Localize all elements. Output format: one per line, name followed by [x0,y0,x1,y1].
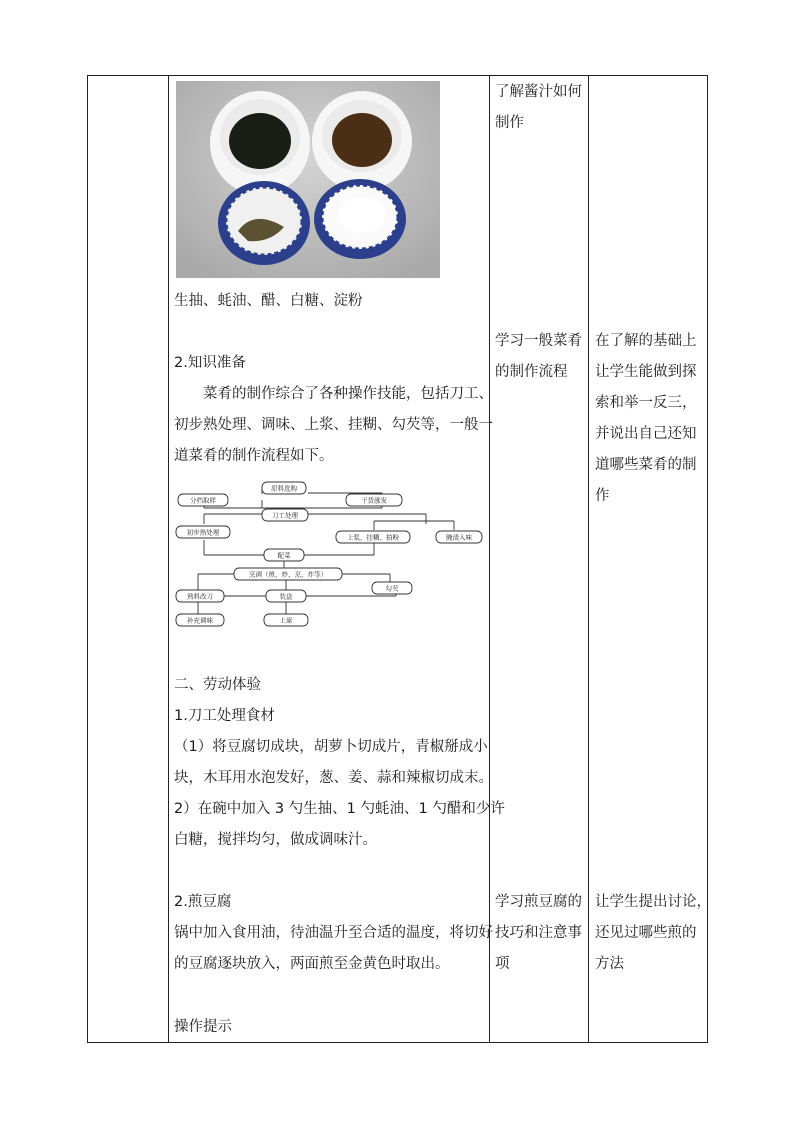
knowledge-paragraph-line: 菜肴的制作综合了各种操作技能，包括刀工、 [174,386,493,402]
table-border-left [87,75,88,1043]
table-border-col3 [588,75,589,1043]
step1-line: 2）在碗中加入 3 勺生抽、1 勺蚝油、1 勺醋和少许 [174,801,505,817]
step1-heading: 1.刀工处理食材 [174,708,275,724]
step2-line: 锅中加入食用油，待油温升至合适的温度，将切好 [174,925,493,941]
discuss-goal-line: 让学生提出讨论， [595,894,711,910]
flow-node-shangxi [264,614,308,626]
knowledge-paragraph-line: 道菜肴的制作流程如下。 [174,448,334,464]
explore-goal-line: 并说出自己还知 [595,426,697,442]
flow-node-shuliao [176,590,224,602]
explore-goal-line: 索和举一反三， [595,395,697,411]
knowledge-heading: 2.知识准备 [174,355,246,371]
flow-node-yanzi [436,531,482,543]
table-top-border [87,75,707,76]
discuss-goal-line: 方法 [595,956,624,972]
svg-text:原料选购: 原料选购 [271,484,297,493]
svg-text:分档取样: 分档取样 [190,496,216,505]
svg-text:上浆、挂糊、拍粉: 上浆、挂糊、拍粉 [347,533,399,542]
table-border-col1 [168,75,169,1043]
flow-node-pengtiao [234,568,342,580]
flow-node-fendang [178,494,228,506]
flow-node-yuanliao [262,482,306,494]
svg-text:配菜: 配菜 [277,551,291,560]
flow-node-ganhuo [346,494,402,506]
svg-text:干货涨发: 干货涨发 [361,496,387,505]
labor-experience-heading: 二、劳动体验 [174,677,261,693]
svg-text:上席: 上席 [279,616,293,625]
explore-goal-line: 道哪些菜肴的制 [595,457,697,473]
svg-text:刀工处理: 刀工处理 [272,511,298,520]
svg-text:装盘: 装盘 [279,592,293,601]
step1-line: （1）将豆腐切成块，胡萝卜切成片，青椒掰成小 [174,739,488,755]
step1-line: 块，木耳用水泡发好，葱、姜、蒜和辣椒切成末。 [174,770,493,786]
flowchart-connectors [198,487,454,614]
fry-goal-line: 项 [495,956,510,972]
flow-goal-line: 的制作流程 [495,364,568,380]
dish-making-flowchart [174,478,490,632]
step2-heading: 2.煎豆腐 [174,894,232,910]
flow-goal-line: 学习一般菜肴 [495,333,582,349]
discuss-goal-line: 还见过哪些煎的 [595,925,697,941]
tips-heading: 操作提示 [174,1019,232,1035]
flow-node-zhuangpan [266,590,306,602]
flow-node-gouqian [372,582,412,594]
sauce-goal-line: 制作 [495,115,524,131]
svg-text:烹调（煎、炒、烹、炸等）: 烹调（煎、炒、烹、炸等） [249,570,327,579]
explore-goal-line: 让学生能做到探 [595,364,697,380]
sauce-ingredients-photo [176,81,440,278]
svg-text:熟料改刀: 熟料改刀 [187,592,213,601]
explore-goal-line: 作 [595,488,610,504]
svg-text:补充调味: 补充调味 [187,616,213,625]
fry-goal-line: 学习煎豆腐的 [495,894,582,910]
explore-goal-line: 在了解的基础上 [595,333,697,349]
flow-node-chubu [176,526,230,538]
svg-text:腌渍入味: 腌渍入味 [446,533,472,542]
fry-goal-line: 技巧和注意事 [495,925,582,941]
flow-node-daogong [262,509,308,521]
ingredients-caption: 生抽、蚝油、醋、白糖、淀粉 [174,293,363,309]
svg-text:勾芡: 勾芡 [385,584,399,593]
svg-text:初步熟处理: 初步熟处理 [186,528,220,537]
step2-line: 的豆腐逐块放入，两面煎至金黄色时取出。 [174,956,450,972]
flow-node-shangjiang [336,531,410,543]
flow-node-peicai [264,549,304,561]
sauce-goal-line: 了解酱汁如何 [495,84,582,100]
knowledge-paragraph-line: 初步熟处理、调味、上浆、挂糊、勾芡等，一般一 [174,417,493,433]
step1-line: 白糖，搅拌均匀，做成调味汁。 [174,832,377,848]
flow-node-buchong [176,614,224,626]
